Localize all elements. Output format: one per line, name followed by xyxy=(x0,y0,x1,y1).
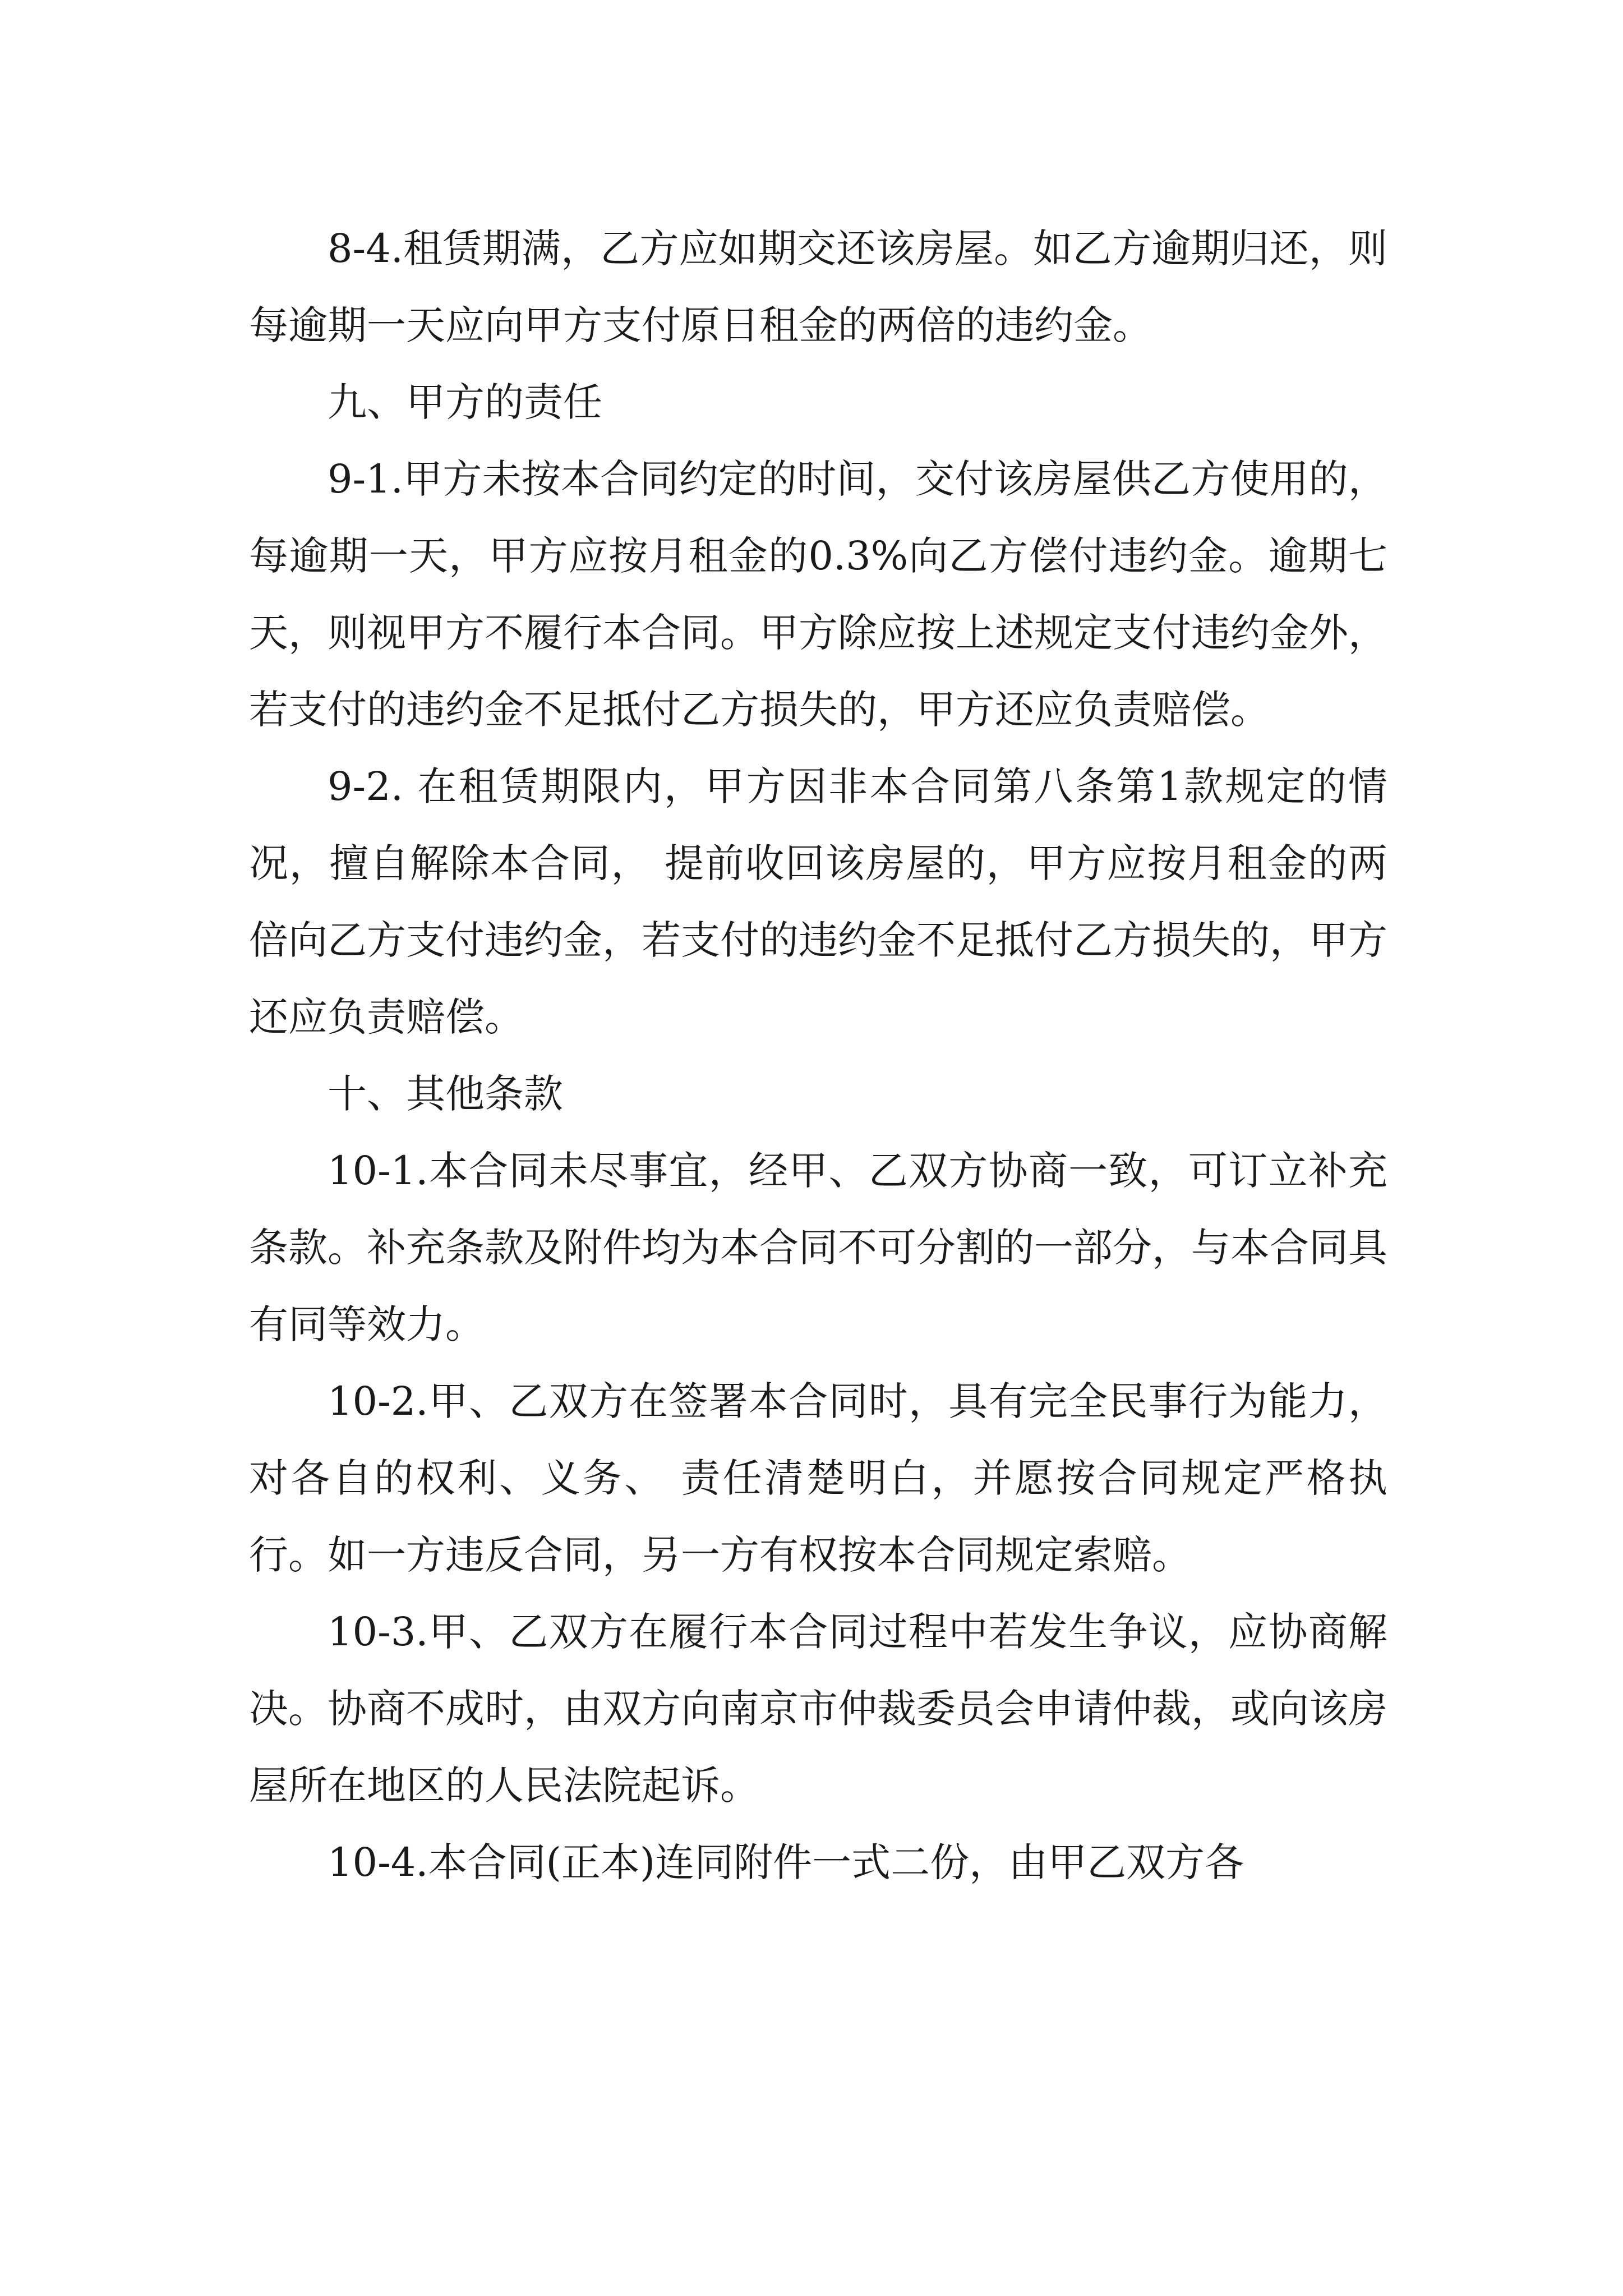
clause-9-2: 9-2. 在租赁期限内，甲方因非本合同第八条第1款规定的情况，擅自解除本合同， 提前收回该房屋的，甲方应按月租金的两倍向乙方支付违约金，若支付的违约金不足抵付乙方损失的，甲方还应负责赔偿。 xyxy=(249,763,1387,1040)
clause-10-4: 10-4.本合同(正本)连同附件一式二份，由甲乙双方各 xyxy=(328,1839,1244,1885)
clause-10-1: 10-1.本合同未尽事宜，经甲、乙双方协商一致，可订立补充条款。补充条款及附件均为本合同不可分割的一部分，与本合同具有同等效力。 xyxy=(249,1148,1387,1347)
clause-10-2: 10-2.甲、乙双方在签署本合同时，具有完全民事行为能力，对各自的权利、义务、 责任清楚明白，并愿按合同规定严格执行。如一方违反合同，另一方有权按本合同规定索赔。 xyxy=(249,1378,1387,1578)
clause-8-4: 8-4.租赁期满，乙方应如期交还该房屋。如乙方逾期归还，则每逾期一天应向甲方支付原日租金的两倍的违约金。 xyxy=(249,226,1387,348)
section-heading-10: 十、其他条款 xyxy=(328,1071,563,1117)
section-heading-9: 九、甲方的责任 xyxy=(328,379,602,425)
clause-10-3: 10-3.甲、乙双方在履行本合同过程中若发生争议，应协商解决。协商不成时，由双方向南京市仲裁委员会申请仲裁，或向该房屋所在地区的人民法院起诉。 xyxy=(249,1609,1387,1809)
document-body xyxy=(249,210,1387,1901)
clause-9-1: 9-1.甲方未按本合同约定的时间，交付该房屋供乙方使用的，每逾期一天，甲方应按月租金的0.3%向乙方偿付违约金。逾期七天，则视甲方不履行本合同。甲方除应按上述规定支付违约金外，若支付的违约金不足抵付乙方损失的，甲方还应负责赔偿。 xyxy=(249,456,1387,733)
